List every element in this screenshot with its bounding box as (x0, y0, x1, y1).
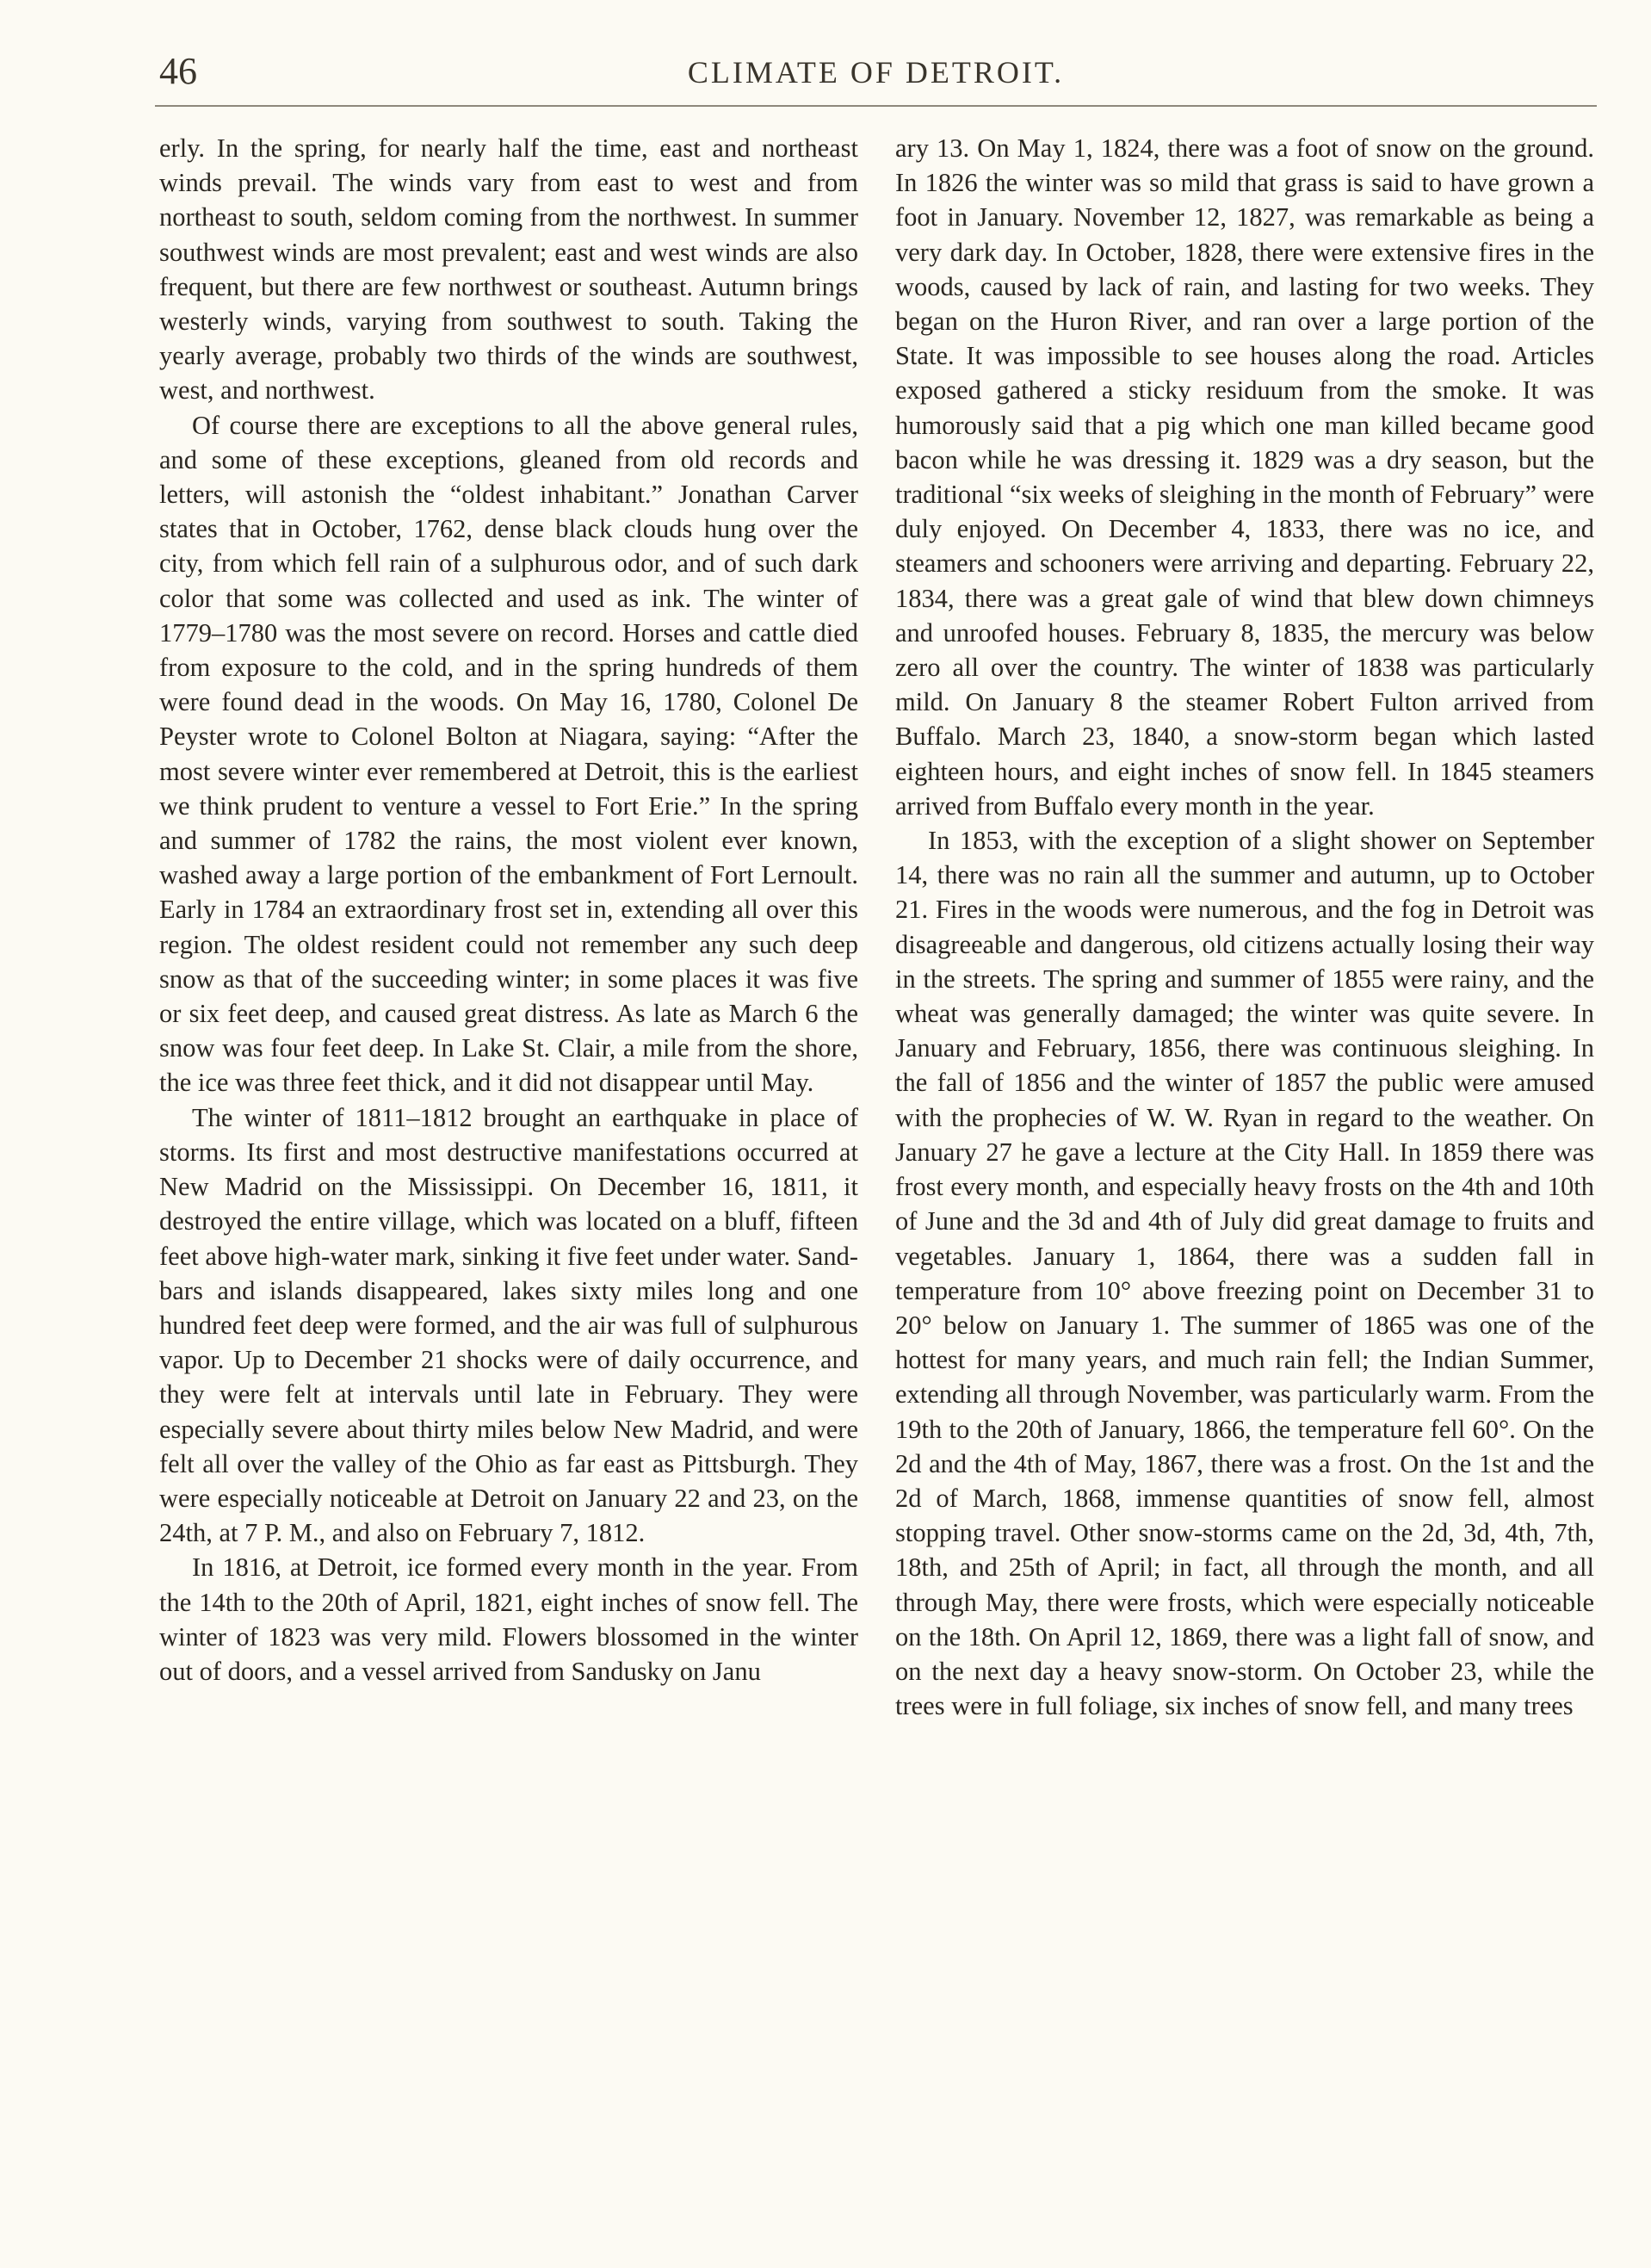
running-title: CLIMATE OF DETROIT. (687, 55, 1065, 90)
header-rule (155, 105, 1597, 107)
paragraph: In 1816, at Detroit, ice formed every month in the year. From the 14th to the 20th of April, 1821, eight inches of snow fell. The winter of 1823 was very mild. Flowers blossomed in the winter out of doors, and a vessel arrived from Sandusky on Janu (159, 1552, 858, 1686)
paragraph: erly. In the spring, for nearly half the time, east and northeast winds prevail. The winds vary from east to west and from northeast to south, seldom coming from the northwest. In summer southwest winds are most prevalent; east and west winds are also frequent, but there are few northwest or southeast. Autumn brings westerly winds, varying from southwest to south. Taking the yearly average, probably two thirds of the winds are southwest, west, and northwest. (159, 133, 858, 406)
paragraph: Of course there are exceptions to all the above general rules, and some of these exceptions, gleaned from old records and letters, will astonish the “oldest inhabitant.” Jonathan Carver states that in October, 1762, dense black clouds hung over the city, from which fell rain of a sulphurous odor, and of such dark color that some was collected and used as ink. The winter of 1779–1780 was the most severe on record. Horses and cattle died from exposure to the cold, and in the spring hundreds of them were found dead in the woods. On May 16, 1780, Colonel De Peyster wrote to Colonel Bolton at Niagara, saying: “After the most severe winter ever remembered at Detroit, this is the earliest we think prudent to venture a vessel to Fort Erie.” In the spring and summer of 1782 the rains, the most violent ever known, washed away a large portion of the embankment of Fort Lernoult. Early in 1784 an extraordinary frost set in, extending all over this region. The oldest resident could not remember any such deep snow as that of the succeeding winter; in some places it was five or six feet deep, and caused great distress. As late as March 6 the snow was four feet deep. In Lake St. Clair, a mile from the shore, the ice was three feet thick, and it did not disappear until May. (159, 410, 858, 1098)
left-column (159, 131, 858, 1689)
paragraph: In 1853, with the exception of a slight shower on September 14, there was no rain all the summer and autumn, up to October 21. Fires in the woods were numerous, and the fog in Detroit was disagreeable and dangerous, old citizens actually losing their way in the streets. The spring and summer of 1855 were rainy, and the wheat was generally damaged; the winter was quite severe. In January and February, 1856, there was continuous sleighing. In the fall of 1856 and the winter of 1857 the public were amused with the prophecies of W. W. Ryan in regard to the weather. On January 27 he gave a lecture at the City Hall. In 1859 there was frost every month, and especially heavy frosts on the 4th and 10th of June and the 3d and 4th of July did great damage to fruits and vegetables. January 1, 1864, there was a sudden fall in temperature from 10° above freezing point on December 31 to 20° below on January 1. The summer of 1865 was one of the hottest for many years, and much rain fell; the Indian Summer, extending all through November, was particularly warm. From the 19th to the 20th of January, 1866, the temperature fell 60°. On the 2d and the 4th of May, 1867, there was a frost. On the 1st and the 2d of March, 1868, immense quantities of snow fell, almost stopping travel. Other snow-storms came on the 2d, 3d, 4th, 7th, 18th, and 25th of April; in fact, all through the month, and all through May, there were frosts, which were especially noticeable on the 18th. On April 12, 1869, there was a light fall of snow, and on the next day a heavy snow-storm. On October 23, while the trees were in full foliage, six inches of snow fell, and many trees (895, 826, 1594, 1721)
paragraph: ary 13. On May 1, 1824, there was a foot of snow on the ground. In 1826 the winter was so mild that grass is said to have grown a foot in January. November 12, 1827, was remarkable as being a very dark day. In October, 1828, there were extensive fires in the woods, caused by lack of rain, and lasting for two weeks. They began on the Huron River, and ran over a large portion of the State. It was impossible to see houses along the road. Articles exposed gathered a sticky residuum from the smoke. It was humorously said that a pig which one man killed became good bacon while he was dressing it. 1829 was a dry season, but the traditional “six weeks of sleighing in the month of February” were duly enjoyed. On December 4, 1833, there was no ice, and steamers and schooners were arriving and departing. February 22, 1834, there was a great gale of wind that blew down chimneys and unroofed houses. February 8, 1835, the mercury was below zero all over the country. The winter of 1838 was particularly mild. On January 8 the steamer Robert Fulton arrived from Buffalo. March 23, 1840, a snow-storm began which lasted eighteen hours, and eight inches of snow fell. In 1845 steamers arrived from Buffalo every month in the year. (895, 133, 1594, 821)
paragraph: The winter of 1811–1812 brought an earthquake in place of storms. Its first and most destructive manifestations occurred at New Madrid on the Mississippi. On December 16, 1811, it destroyed the entire village, which was located on a bluff, fifteen feet above high-water mark, sinking it five feet under water. Sand-bars and islands disappeared, lakes sixty miles long and one hundred feet deep were formed, and the air was full of sulphurous vapor. Up to December 21 shocks were of daily occurrence, and they were felt at intervals until late in February. They were especially severe about thirty miles below New Madrid, and were felt all over the valley of the Ohio as far east as Pittsburgh. They were especially noticeable at Detroit on January 22 and 23, on the 24th, at 7 P. M., and also on February 7, 1812. (159, 1102, 858, 1548)
page-number: 46 (159, 50, 197, 92)
page-header (159, 41, 1592, 93)
right-column (895, 131, 1594, 1723)
